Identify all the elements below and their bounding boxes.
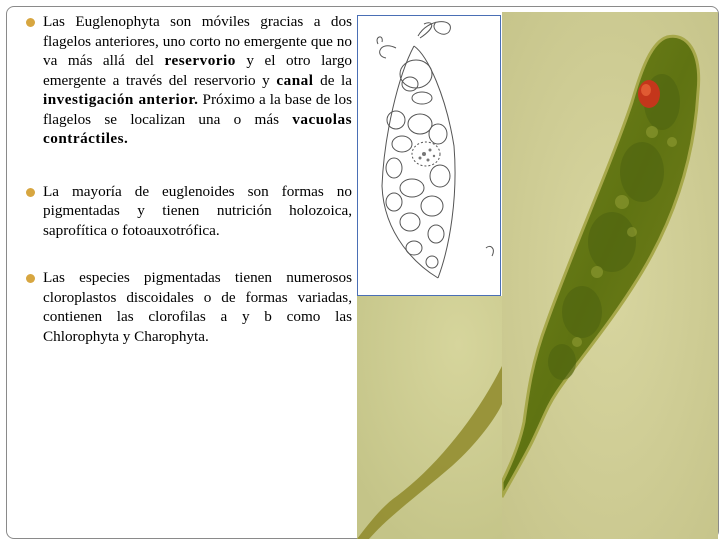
bullet-segment: Las Euglenophyta son móviles gracias a dos flagelos anteriores, uno corto no emergente que no va más allá del xyxy=(43,13,352,69)
term-reservorio: reservorio xyxy=(164,52,236,69)
micrograph-lower-left xyxy=(357,296,502,539)
bullet-item-pigmentadas xyxy=(26,268,352,346)
bullet-segment: de la xyxy=(313,71,353,89)
bullet-dot-icon xyxy=(26,18,35,27)
euglena-line-drawing-icon xyxy=(358,16,500,295)
bullet-item-flagelos xyxy=(26,12,352,149)
bullet-segment: Próximo a la base de los flagelos se localizan una o más xyxy=(43,91,352,128)
bullet-segment: y el otro largo emergente a través del reservorio y xyxy=(43,52,353,89)
micrograph-lower-part xyxy=(357,296,502,539)
bullet-dot-icon xyxy=(26,188,35,197)
term-canal: canal xyxy=(276,71,314,89)
euglena-diagram xyxy=(357,15,501,296)
bullet-text-pigmentadas: Las especies pigmentadas tienen numerosos cloroplastos discoidales o de formas variadas, contienen las clorofilas a y b como las Chlorophyta y Charophyta. xyxy=(43,269,352,345)
text-column xyxy=(26,12,352,346)
euglena-micrograph-icon xyxy=(502,12,718,539)
term-vacuolas-contractiles: vacuolas contráctiles. xyxy=(43,110,352,147)
bullet-text-flagelos xyxy=(43,12,352,149)
bullet-item-nutricion xyxy=(26,182,352,241)
bullet-text-nutricion: La mayoría de euglenoides son formas no pigmentadas y tienen nutrición holozoica, saprofítica o fotoauxotrófica. xyxy=(43,182,352,239)
euglena-micrograph xyxy=(502,12,718,539)
term-investigacion-anterior: investigación anterior. xyxy=(43,91,199,108)
bullet-dot-icon xyxy=(26,274,35,283)
